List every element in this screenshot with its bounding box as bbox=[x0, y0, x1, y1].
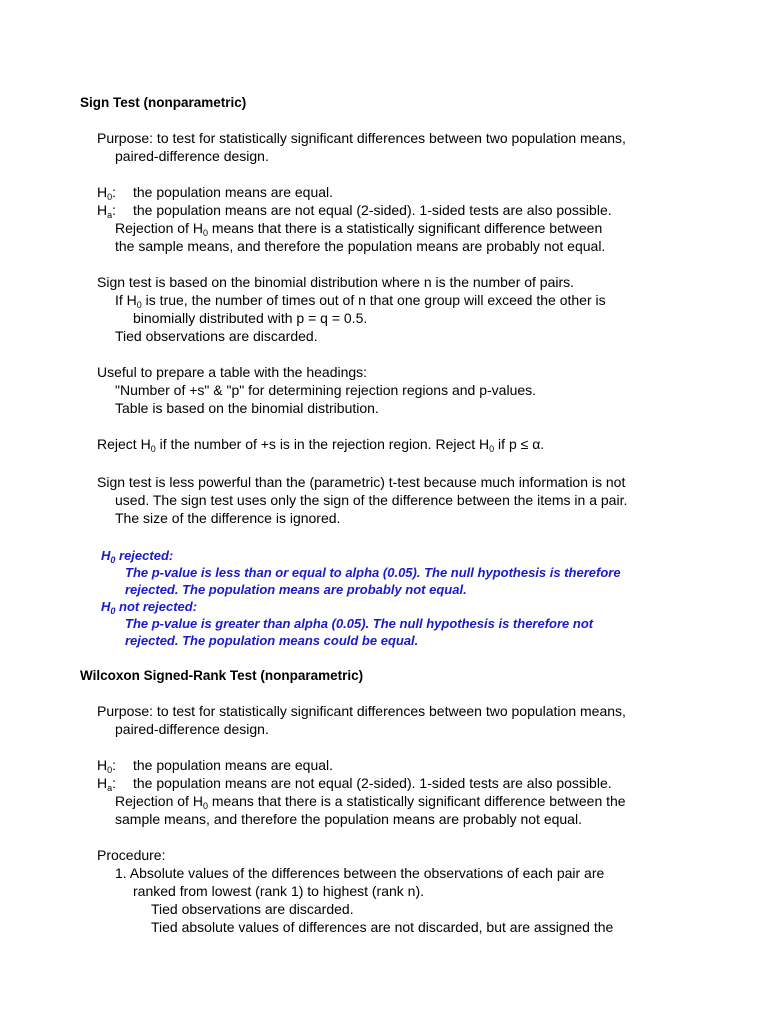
wilcoxon-step1-line4: Tied absolute values of differences are not discarded, but are assigned the bbox=[151, 919, 614, 935]
sign-power-line1: Sign test is less powerful than the (parametric) t-test because much information is not bbox=[97, 474, 626, 490]
sign-reject-line: Reject $H_0$ if the number of +s is in the rejection region. Reject $H_0$ if p ≤ α. bbox=[97, 436, 545, 454]
wilcoxon-rejection-line1: Rejection of $H_0$ means that there is a statistically significant difference between the bbox=[115, 793, 626, 811]
sign-table-line1: Useful to prepare a table with the headings: bbox=[97, 364, 368, 380]
wilcoxon-step1-line3: Tied observations are discarded. bbox=[151, 901, 354, 917]
h0-not-rejected-line2: rejected. The population means could be equal. bbox=[125, 633, 419, 648]
wilcoxon-h0-line: $H_0$: the population means are equal. bbox=[97, 757, 334, 775]
wilcoxon-rejection-line2: sample means, and therefore the population means are probably not equal. bbox=[115, 811, 582, 827]
sign-rejection-line2: the sample means, and therefore the population means are probably not equal. bbox=[115, 238, 606, 254]
wilcoxon-procedure: Procedure: bbox=[97, 847, 166, 863]
wilcoxon-purpose-line2: paired-difference design. bbox=[115, 721, 269, 737]
sign-power-line2: used. The sign test uses only the sign of the difference between the items in a pair. bbox=[115, 492, 628, 508]
h0-not-rejected-label: $H_0$ not rejected: bbox=[101, 599, 198, 616]
sign-rejection-line1: Rejection of $H_0$ means that there is a statistically significant difference between bbox=[115, 220, 603, 238]
sign-purpose-line2: paired-difference design. bbox=[115, 148, 269, 164]
h0-not-rejected-line1: The p-value is greater than alpha (0.05). The null hypothesis is therefore not bbox=[125, 616, 594, 631]
sign-binomial-line1: Sign test is based on the binomial distribution where n is the number of pairs. bbox=[97, 274, 575, 290]
h0-rejected-line1: The p-value is less than or equal to alpha (0.05). The null hypothesis is therefore bbox=[125, 565, 621, 580]
wilcoxon-purpose-line1: Purpose: to test for statistically significant differences between two population means, bbox=[97, 703, 626, 719]
h0-rejected-label: $H_0$ rejected: bbox=[101, 548, 174, 565]
wilcoxon-step1-line2: ranked from lowest (rank 1) to highest (rank n). bbox=[133, 883, 425, 899]
h0-rejected-line2: rejected. The population means are probably not equal. bbox=[125, 582, 467, 597]
sign-binomial-line2: If $H_0$ is true, the number of times out of n that one group will exceed the other is bbox=[115, 292, 606, 310]
sign-purpose-line1: Purpose: to test for statistically significant differences between two population means, bbox=[97, 130, 626, 146]
sign-table-line2: "Number of +s" & "p" for determining rejection regions and p-values. bbox=[115, 382, 537, 398]
sign-binomial-line4: Tied observations are discarded. bbox=[115, 328, 318, 344]
sign-power-line3: The size of the difference is ignored. bbox=[115, 510, 341, 526]
wilcoxon-ha-line: $H_a$: the population means are not equal (2-sided). 1-sided tests are also possible. bbox=[97, 775, 612, 793]
wilcoxon-step1-line1: 1. Absolute values of the differences between the observations of each pair are bbox=[115, 865, 605, 881]
sign-h0-line: $H_0$: the population means are equal. bbox=[97, 184, 334, 202]
sign-ha-line: $H_a$: the population means are not equal (2-sided). 1-sided tests are also possible. bbox=[97, 202, 612, 220]
sign-test-heading: Sign Test (nonparametric) bbox=[80, 95, 247, 110]
wilcoxon-heading: Wilcoxon Signed-Rank Test (nonparametric) bbox=[80, 668, 364, 683]
sign-table-line3: Table is based on the binomial distribution. bbox=[115, 400, 379, 416]
sign-binomial-line3: binomially distributed with p = q = 0.5. bbox=[133, 310, 368, 326]
